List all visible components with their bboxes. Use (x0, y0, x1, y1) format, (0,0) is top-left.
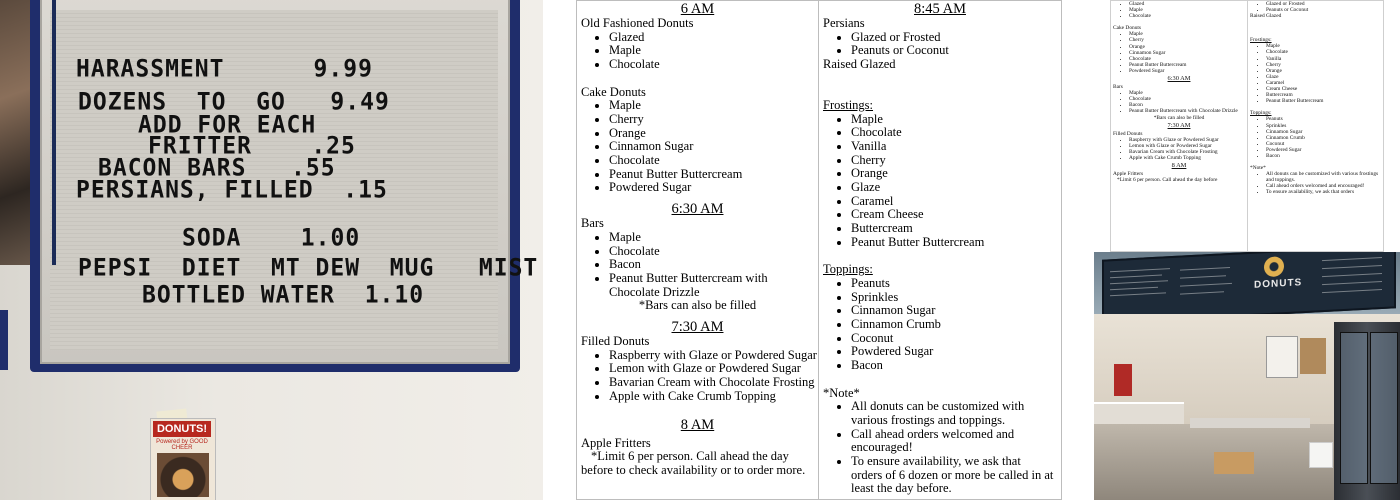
chalk-line (1180, 291, 1224, 294)
thumb-list-bars (1111, 90, 1247, 114)
list-persians (819, 31, 1061, 58)
time-heading-730am: 7:30 AM (671, 319, 724, 336)
board-line-bottled-water: BOTTLED WATER 1.10 (142, 281, 425, 309)
thumbnail-left-column (1110, 0, 1248, 252)
list-item: • Maple (609, 44, 818, 58)
list-item: • Chocolate (609, 245, 818, 259)
list-item: • Maple (609, 99, 818, 113)
list-item: • Cream Cheese (851, 208, 1061, 222)
bars-note: *Bars can also be filled (638, 298, 757, 313)
list-item: • Glazed (609, 31, 818, 45)
list-item: • Cinnamon Sugar (1266, 129, 1383, 135)
list-item: • Chocolate (1266, 49, 1383, 55)
thumb-list-toppings (1248, 116, 1383, 159)
list-item: • Cream Cheese (1266, 86, 1383, 92)
list-item: • Cinnamon Sugar (851, 304, 1061, 318)
thumb-section-bars: Bars (1113, 84, 1123, 91)
menu-right-column (818, 0, 1062, 500)
chalk-line (1110, 280, 1168, 284)
list-item: • Glaze (851, 181, 1061, 195)
flyer-image (157, 453, 209, 497)
menu-left-column (576, 0, 819, 500)
list-item: • Caramel (851, 195, 1061, 209)
list-item: • Chocolate (1129, 96, 1247, 102)
list-item: • Powdered Sugar (851, 345, 1061, 359)
letter-board-photo (0, 0, 543, 500)
list-filled-donuts (577, 349, 818, 404)
list-cake-donuts (577, 99, 818, 195)
list-item: • Sprinkles (1266, 123, 1383, 129)
list-item: • Powdered Sugar (1266, 147, 1383, 153)
thumb-section-toppings: Toppings: (1250, 110, 1272, 117)
list-item: • Chocolate (1129, 56, 1247, 62)
list-item: • Raspberry with Glaze or Powdered Sugar (1129, 137, 1247, 143)
thumb-time-730am: 7:30 AM (1167, 121, 1191, 129)
list-item: • Caramel (1266, 80, 1383, 86)
list-item: • Chocolate (609, 58, 818, 72)
list-item: • Orange (609, 127, 818, 141)
list-item: • Maple (1129, 31, 1247, 37)
list-item: • Bacon (1129, 102, 1247, 108)
bakery-interior-photo (1094, 252, 1400, 500)
list-item: • Cherry (1266, 62, 1383, 68)
photo-frame-edge (52, 0, 56, 265)
chalk-line (1110, 275, 1162, 279)
thumb-bars-note: *Bars can also be filled (1153, 114, 1205, 121)
flyer-subtitle: Powered by GOOD CHEER (156, 439, 208, 451)
refrigerator-door (1340, 332, 1368, 484)
chalk-line (1180, 283, 1232, 287)
section-toppings: Toppings: (823, 262, 873, 277)
list-frostings (819, 113, 1061, 250)
list-item: • Buttercream (851, 222, 1061, 236)
time-heading-630am: 6:30 AM (671, 201, 724, 218)
time-heading-6am: 6 AM (680, 1, 715, 17)
chalk-line (1180, 275, 1226, 278)
chalk-line (1322, 273, 1382, 277)
list-item: • Bacon (609, 258, 818, 272)
thumb-list-filled (1111, 137, 1247, 161)
section-raised-glazed: Raised Glazed (823, 57, 896, 72)
thumb-time-630am: 6:30 AM (1167, 75, 1191, 83)
list-item: • Peanuts (851, 277, 1061, 291)
whiteboard (1266, 336, 1298, 378)
list-item: • Raspberry with Glaze or Powdered Sugar (609, 349, 818, 363)
menu-thumbnail (1110, 0, 1384, 252)
work-table (1190, 418, 1310, 428)
list-item: • To ensure availability, we ask that orders of 6 dozen or more be called in at least the day before. (851, 455, 1055, 496)
list-item: • Cherry (609, 113, 818, 127)
fritters-note: *Limit 6 per person. Call ahead the day before to check availability or to order more. (581, 449, 806, 477)
list-item: • Bacon (1266, 153, 1383, 159)
thumb-section-filled: Filled Donuts (1113, 130, 1143, 137)
board-line-fritter: FRITTER .25 (148, 132, 356, 160)
chalk-line (1322, 257, 1382, 261)
refrigerator-door (1370, 332, 1398, 484)
list-item: • Powdered Sugar (1129, 68, 1247, 74)
list-item: • Cinnamon Crumb (1266, 135, 1383, 141)
thumb-section-cake: Cake Donuts (1113, 25, 1141, 32)
list-item: • Apple with Cake Crumb Topping (1129, 155, 1247, 161)
list-item: • Maple (1266, 43, 1383, 49)
list-item: • Chocolate (1129, 13, 1247, 19)
thumb-list-persians (1248, 1, 1383, 13)
board-line-dozens: DOZENS TO GO 9.49 (78, 88, 390, 116)
chalk-line (1110, 268, 1170, 272)
list-item: • Sprinkles (851, 291, 1061, 305)
list-item: • Coconut (851, 332, 1061, 346)
list-item: • Maple (1129, 90, 1247, 96)
thumb-list-cake (1111, 31, 1247, 74)
list-item: • Peanuts or Coconut (851, 44, 1061, 58)
thumb-list-frostings (1248, 43, 1383, 104)
list-item: • Peanut Butter Buttercream with Chocolate Drizzle (1129, 108, 1247, 114)
list-notes (819, 400, 1061, 496)
list-item: • Glazed or Frosted (1266, 1, 1383, 7)
board-corner (0, 310, 8, 370)
list-item: • Cherry (851, 154, 1061, 168)
corkboard (1300, 338, 1326, 374)
board-line-soda-brands: PEPSI DIET MT DEW MUG MIST (78, 254, 539, 282)
list-item: • To ensure availability, we ask that orders (1266, 189, 1379, 195)
thumb-time-8am: 8 AM (1171, 162, 1187, 170)
menu-document (576, 0, 1062, 500)
list-item: • Orange (851, 167, 1061, 181)
section-bars: Bars (581, 216, 604, 231)
thumb-fritters-note: *Limit 6 per person. Call ahead the day before (1117, 177, 1218, 184)
list-item: • Call ahead orders welcomed and encouraged! (1266, 183, 1379, 189)
list-item: • Bacon (851, 359, 1061, 373)
chalkboard-title: DONUTS (1254, 277, 1303, 291)
list-item: • Bavarian Cream with Chocolate Frosting (1129, 149, 1247, 155)
list-item: • Chocolate (609, 154, 818, 168)
list-item: • Lemon with Glaze or Powdered Sugar (609, 362, 818, 376)
cardboard-box (1214, 452, 1254, 474)
board-line-bacon-bars: BACON BARS .55 (98, 154, 336, 182)
list-item: • Peanut Butter Buttercream (609, 168, 818, 182)
list-item: • All donuts can be customized with various frostings and toppings. (851, 400, 1055, 427)
list-item: • Maple (609, 231, 818, 245)
list-item: • Peanuts or Coconut (1266, 7, 1383, 13)
section-persians: Persians (823, 16, 865, 30)
list-item: • Cinnamon Sugar (609, 140, 818, 154)
list-item: • All donuts can be customized with various frostings and toppings. (1266, 171, 1379, 183)
section-cake-donuts: Cake Donuts (581, 84, 646, 99)
time-heading-845am: 8:45 AM (914, 1, 966, 17)
list-bars (577, 231, 818, 300)
chalk-line (1322, 289, 1382, 293)
thumb-section-frostings: Frostings: (1250, 37, 1272, 44)
donut-flyer (150, 418, 216, 500)
list-item: • Call ahead orders welcomed and encouraged! (851, 428, 1055, 455)
list-item: • Peanut Butter Buttercream (851, 236, 1061, 250)
list-item: • Vanilla (1266, 56, 1383, 62)
cup-stack (1309, 442, 1333, 468)
board-line-soda: SODA 1.00 (182, 224, 361, 252)
list-item: • Powdered Sugar (609, 181, 818, 195)
list-item: • Glazed (1129, 1, 1247, 7)
list-toppings (819, 277, 1061, 373)
chalk-line (1322, 265, 1382, 269)
list-item: • Peanuts (1266, 116, 1383, 122)
list-item: • Peanut Butter Buttercream with Chocolate Drizzle (609, 272, 818, 299)
thumb-list-notes (1248, 171, 1383, 195)
donut-logo (1264, 256, 1284, 277)
chalk-line (1322, 281, 1382, 285)
list-item: • Cinnamon Crumb (851, 318, 1061, 332)
section-apple-fritters: Apple Fritters (581, 435, 651, 450)
list-item: • Maple (1129, 7, 1247, 13)
list-item: • Peanut Butter Buttercream (1129, 62, 1247, 68)
list-item: • Bavarian Cream with Chocolate Frosting (609, 376, 818, 390)
thumbnail-right-column (1247, 0, 1384, 252)
list-item: • Cinnamon Sugar (1129, 50, 1247, 56)
list-item: • Maple (851, 113, 1061, 127)
chalk-line (1110, 292, 1166, 296)
thumb-section-note: *Note* (1250, 165, 1266, 172)
list-item: • Chocolate (851, 126, 1061, 140)
section-old-fashioned: Old Fashioned Donuts (581, 16, 694, 30)
thumb-section-fritters: Apple Fritters (1113, 171, 1144, 178)
section-note: *Note* (823, 385, 860, 400)
list-item: • Vanilla (851, 140, 1061, 154)
board-line-harassment: HARASSMENT 9.99 (76, 55, 373, 83)
list-item: • Lemon with Glaze or Powdered Sugar (1129, 143, 1247, 149)
section-frostings: Frostings: (823, 97, 874, 112)
thumb-list-old-fashioned (1111, 1, 1247, 19)
thumb-raised-glazed: Raised Glazed (1250, 13, 1282, 20)
list-item: • Glaze (1266, 74, 1383, 80)
list-item: • Orange (1266, 68, 1383, 74)
list-item: • Cherry (1129, 37, 1247, 43)
board-line-persians: PERSIANS, FILLED .15 (76, 176, 388, 204)
list-item: • Glazed or Frosted (851, 31, 1061, 45)
list-item: • Coconut (1266, 141, 1383, 147)
red-apron (1114, 364, 1132, 396)
section-filled-donuts: Filled Donuts (581, 334, 650, 349)
list-item: • Apple with Cake Crumb Topping (609, 390, 818, 404)
chalk-line (1110, 287, 1158, 291)
list-item: • Orange (1129, 44, 1247, 50)
board-line-add-for-each: ADD FOR EACH (138, 111, 317, 139)
time-heading-8am: 8 AM (680, 416, 715, 433)
flyer-title: DONUTS! (153, 421, 211, 437)
list-old-fashioned (577, 31, 818, 72)
list-item: • Peanut Butter Buttercream (1266, 98, 1383, 104)
chalk-line (1180, 267, 1230, 271)
list-item: • Buttercream (1266, 92, 1383, 98)
